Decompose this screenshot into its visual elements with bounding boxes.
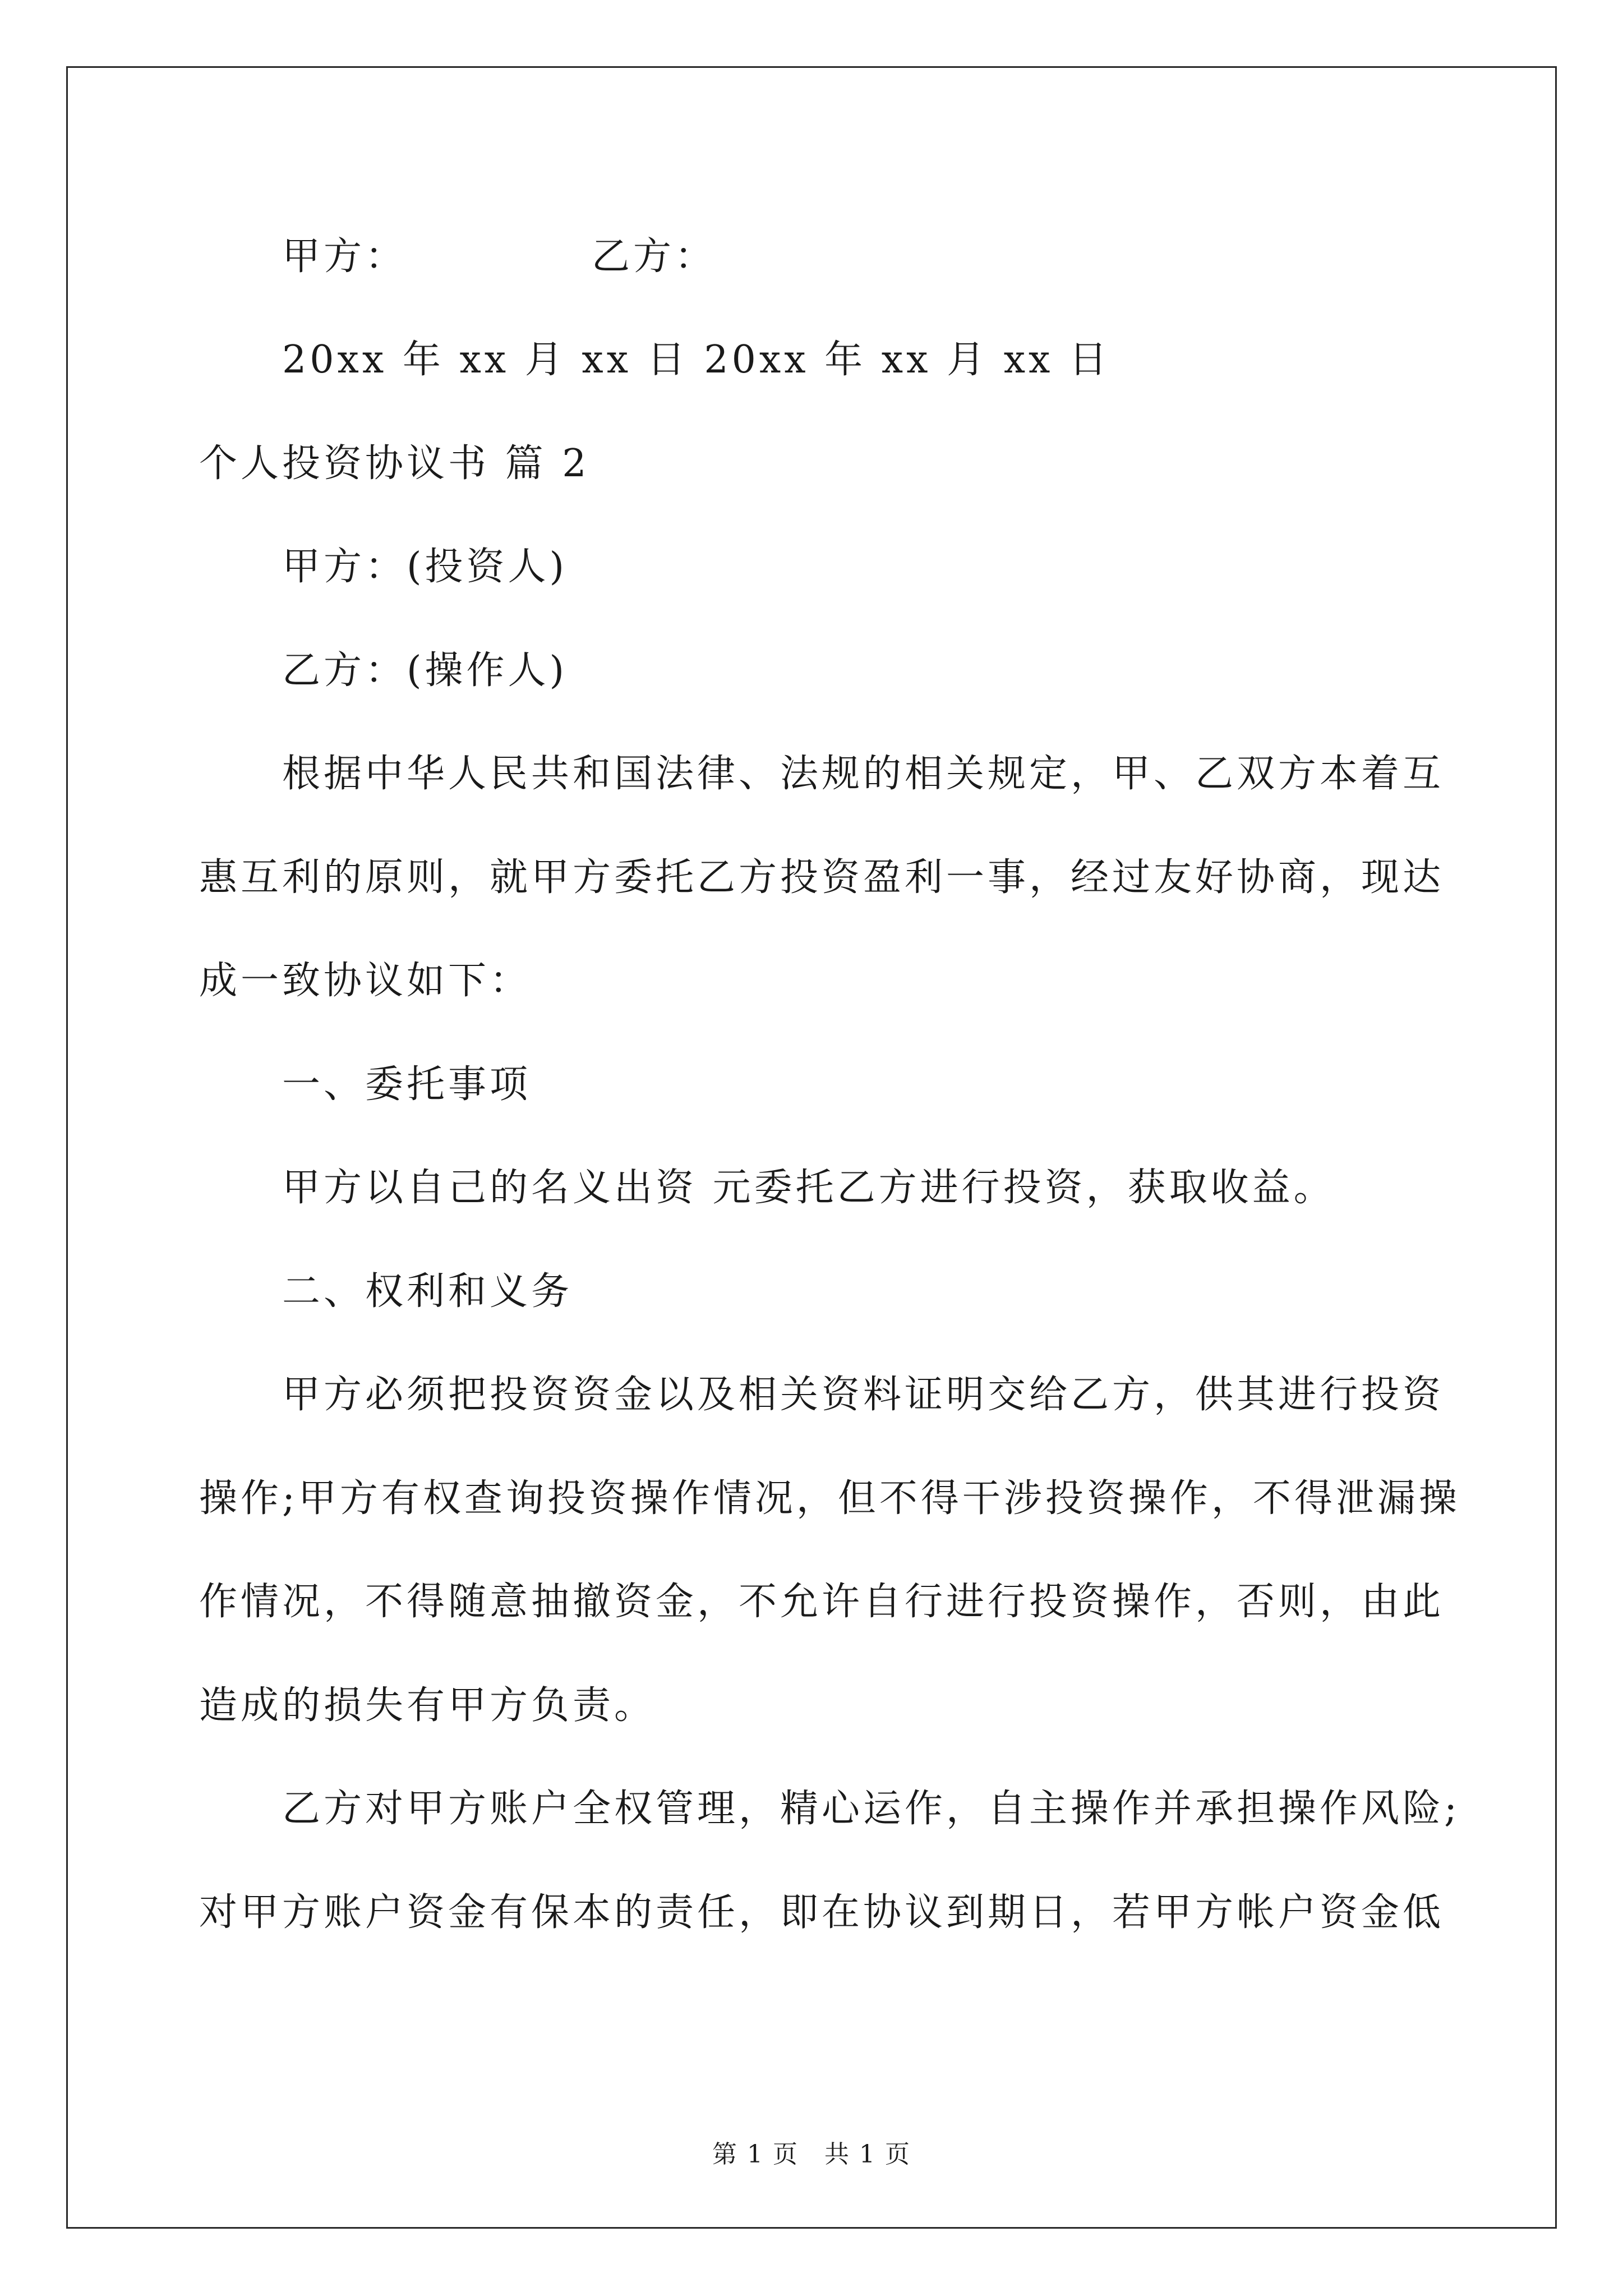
para2-line-1: 甲方必须把投资资金以及相关资料证明交给乙方，供其进行投资 [282, 1373, 1445, 1417]
para3-line-1: 乙方对甲方账户全权管理，精心运作，自主操作并承担操作风险; [282, 1787, 1460, 1831]
heading-entrusted-matters: 一、委托事项 [282, 1062, 532, 1107]
para3-line-2: 对甲方账户资金有保本的责任，即在协议到期日，若甲方帐户资金低 [199, 1890, 1445, 1935]
page-footer [0, 2140, 1623, 2169]
heading-rights-obligations: 二、权利和义务 [282, 1269, 573, 1314]
party-b-line: 乙方：(操作人) [282, 648, 568, 693]
party-b-signature-label: 乙方： [592, 234, 717, 279]
signature-row [282, 234, 716, 279]
party-a-signature-label: 甲方： [282, 234, 407, 279]
party-a-line: 甲方：(投资人) [282, 545, 568, 589]
para2-line-2: 操作;甲方有权查询投资操作情况，但不得干涉投资操作，不得泄漏操 [199, 1476, 1460, 1521]
intro-line-1: 根据中华人民共和国法律、法规的相关规定，甲、乙双方本着互 [282, 752, 1445, 796]
section-title: 个人投资协议书 篇 2 [199, 441, 590, 486]
page-number-current: 第 1 页 [712, 2140, 799, 2169]
para2-line-4: 造成的损失有甲方负责。 [199, 1683, 656, 1728]
date-line: 20xx 年 xx 月 xx 日 20xx 年 xx 月 xx 日 [282, 338, 1111, 382]
intro-line-3: 成一致协议如下： [199, 959, 532, 1003]
paragraph-investment: 甲方以自己的名义出资 元委托乙方进行投资，获取收益。 [282, 1166, 1335, 1210]
para2-line-3: 作情况，不得随意抽撤资金，不允许自行进行投资操作，否则，由此 [199, 1580, 1445, 1624]
intro-line-2: 惠互利的原则，就甲方委托乙方投资盈利一事，经过友好协商，现达 [199, 855, 1445, 900]
page-number-total: 共 1 页 [824, 2140, 911, 2169]
